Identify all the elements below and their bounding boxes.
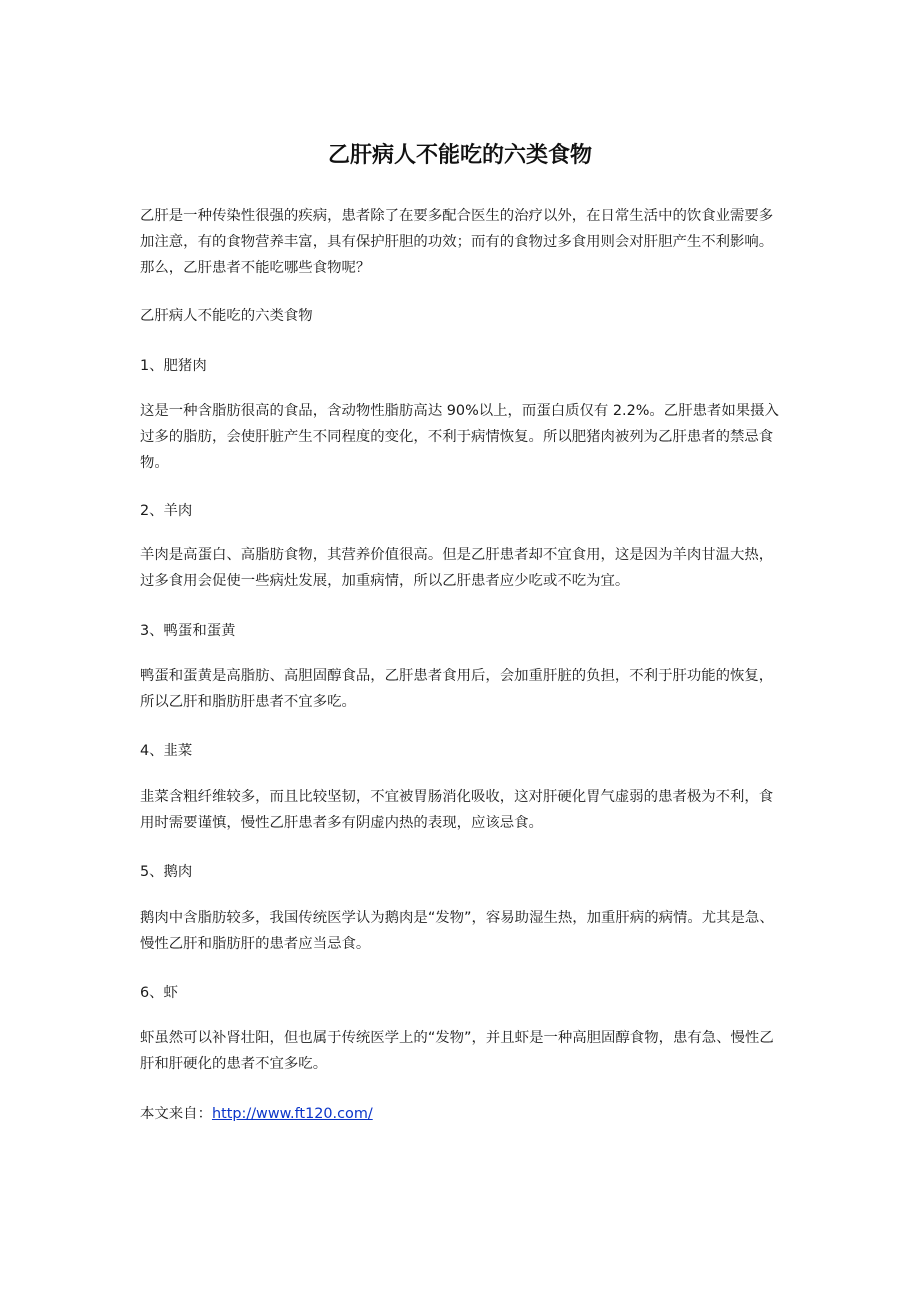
document-title: 乙肝病人不能吃的六类食物	[327, 143, 592, 168]
section-body-3: 鸭蛋和蛋黄是高脂肪、高胆固醇食品，乙肝患者食用后，会加重肝脏的负担，不利于肝功能的恢复，所以乙肝和脂肪肝患者不宜多吃。	[140, 668, 774, 710]
section-body-4: 韭菜含粗纤维较多，而且比较坚韧，不宜被胃肠消化吸收，这对肝硬化胃气虚弱的患者极为不利，食用时需要谨慎，慢性乙肝患者多有阴虚内热的表现，应该忌食。	[140, 789, 774, 831]
section-heading-1: 1、肥猪肉	[140, 358, 207, 374]
section-heading-3: 3、鸭蛋和蛋黄	[140, 623, 236, 639]
source-line	[140, 1101, 785, 1127]
subtitle-paragraph: 乙肝病人不能吃的六类食物	[140, 308, 313, 324]
section-heading-6: 6、虾	[140, 985, 178, 1001]
section-heading-5: 5、鹅肉	[140, 864, 193, 880]
section-body-6: 虾虽然可以补肾壮阳，但也属于传统医学上的“发物”，并且虾是一种高胆固醇食物，患有急、慢性乙肝和肝硬化的患者不宜多吃。	[140, 1030, 774, 1072]
section-heading-2: 2、羊肉	[140, 503, 193, 519]
source-label: 本文来自：	[140, 1106, 212, 1122]
intro-paragraph: 乙肝是一种传染性很强的疾病，患者除了在要多配合医生的治疗以外，在日常生活中的饮食业需要多加注意，有的食物营养丰富，具有保护肝胆的功效；而有的食物过多食用则会对肝胆产生不利影响。那么，乙肝患者不能吃哪些食物呢？	[140, 208, 774, 276]
section-body-2: 羊肉是高蛋白、高脂肪食物，其营养价值很高。但是乙肝患者却不宜食用，这是因为羊肉甘温大热，过多食用会促使一些病灶发展，加重病情，所以乙肝患者应少吃或不吃为宜。	[140, 547, 774, 589]
section-body-1: 这是一种含脂肪很高的食品，含动物性脂肪高达 90%以上，而蛋白质仅有 2.2%。乙肝患者如果摄入过多的脂肪，会使肝脏产生不同程度的变化，不利于病情恢复。所以肥猪肉被列为乙肝患者的禁忌食物。	[140, 403, 779, 471]
section-heading-4: 4、韭菜	[140, 743, 193, 759]
section-body-5: 鹅肉中含脂肪较多，我国传统医学认为鹅肉是“发物”，容易助湿生热，加重肝病的病情。尤其是急、慢性乙肝和脂肪肝的患者应当忌食。	[140, 910, 774, 952]
source-link[interactable]: http://www.ft120.com/	[211, 1106, 373, 1122]
